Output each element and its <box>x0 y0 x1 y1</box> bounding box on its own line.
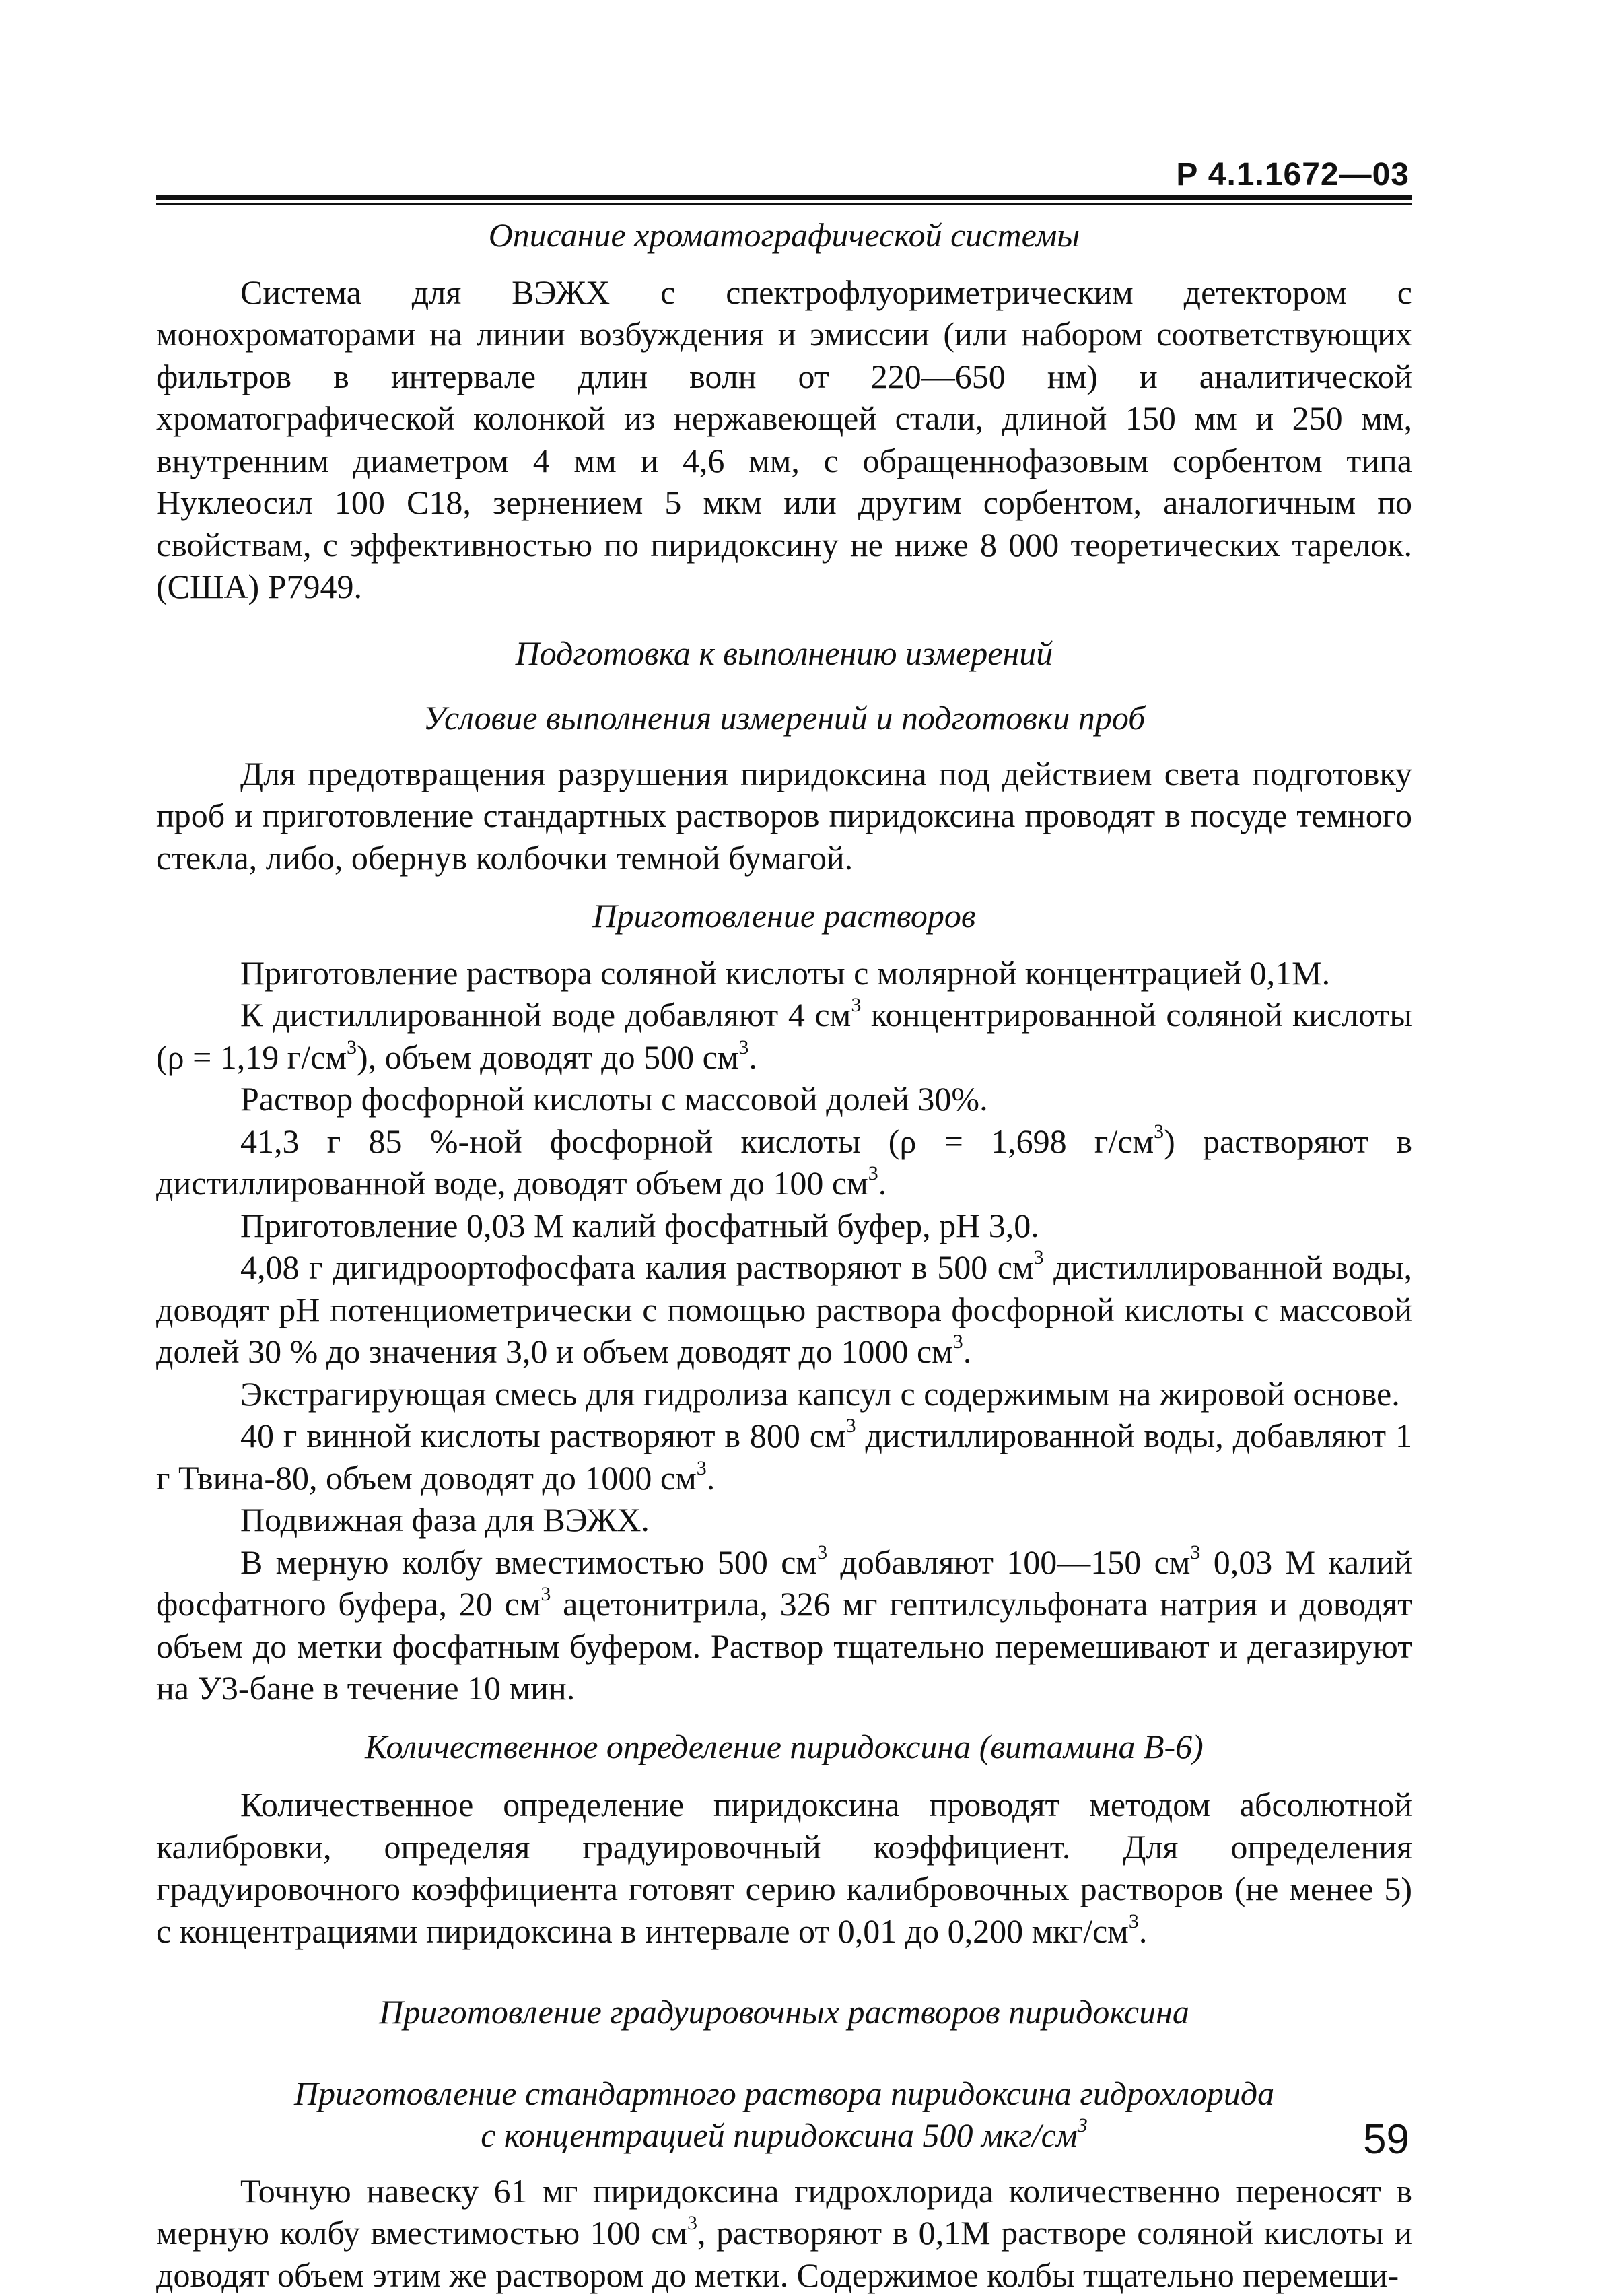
extract-title: Экстрагирующая смесь для гидролиза капсул с содержимым на жировой основе. <box>156 1373 1412 1415</box>
document-code: Р 4.1.1672—03 <box>1176 156 1409 193</box>
superscript-3: 3 <box>1129 1910 1139 1932</box>
section-heading-calibration: Приготовление градуировочных растворов пиридоксина <box>156 1991 1412 2033</box>
period: . <box>963 1332 972 1370</box>
superscript-3: 3 <box>1078 2114 1088 2136</box>
section-heading-solutions: Приготовление растворов <box>156 895 1412 937</box>
section-heading-system: Описание хроматографической системы <box>156 214 1412 257</box>
mobile-text-2: добавляют 100—150 см <box>827 1543 1190 1581</box>
mobile-text-1: В мерную колбу вместимостью 500 см <box>240 1543 817 1581</box>
superscript-3: 3 <box>738 1036 748 1058</box>
buffer-text-1: 4,08 г дигидроортофосфата калия растворяют в 500 см <box>240 1248 1034 1286</box>
quantitative-paragraph <box>156 1784 1412 1952</box>
hcl-text-3: ), объем доводят до 500 см <box>357 1038 738 1076</box>
buffer-paragraph <box>156 1246 1412 1373</box>
page-number: 59 <box>1363 2116 1409 2163</box>
superscript-3: 3 <box>541 1583 551 1605</box>
subheading-standard-line1: Приготовление стандартного раствора пиридоксина гидрохлорида <box>156 2072 1412 2115</box>
period: . <box>878 1164 887 1202</box>
superscript-3: 3 <box>868 1162 878 1184</box>
superscript-3: 3 <box>1034 1246 1044 1269</box>
mobile-phase-title: Подвижная фаза для ВЭЖХ. <box>156 1499 1412 1541</box>
calib-text-1: Точную навеску 61 мг пиридоксина гидрохлорида количественно переносят в мерную колбу вместимостью 100 см <box>156 2172 1412 2252</box>
system-description-paragraph: Система для ВЭЖХ с спектрофлуориметрическим детектором с монохроматорами на линии возбуждения и эмиссии (или набором соответствующих фильтров в интервале длин волн от 220—650 нм) и аналитической хроматографической колонкой из нержавеющей стали, длиной 150 мм и 250 мм, внутренним диаметром 4 мм и 4,6 мм, с обращеннофазовым сорбентом типа Нуклеосил 100 С18, зернением 5 мкм или другим сорбентом, аналогичным по свойствам, с эффективностью по пиридоксину не ниже 8 000 теоретических тарелок. (США) Р7949. <box>156 271 1412 608</box>
superscript-3: 3 <box>846 1415 856 1437</box>
h3po4-text-1: 41,3 г 85 %-ной фосфорной кислоты (ρ = 1,698 г/см <box>240 1122 1154 1160</box>
superscript-3: 3 <box>1190 1541 1200 1563</box>
superscript-3: 3 <box>851 994 861 1016</box>
period: . <box>707 1459 716 1497</box>
hcl-paragraph <box>156 994 1412 1078</box>
superscript-3: 3 <box>1154 1120 1164 1143</box>
extract-text-1: 40 г винной кислоты растворяют в 800 см <box>240 1417 846 1454</box>
hcl-title: Приготовление раствора соляной кислоты с молярной концентрацией 0,1М. <box>156 952 1412 994</box>
h3po4-title: Раствор фосфорной кислоты с массовой долей 30%. <box>156 1078 1412 1120</box>
period: . <box>1139 1912 1148 1950</box>
h3po4-text-2: ) растворяют в дистиллированной воде, доводят объем до 100 см <box>156 1122 1412 1203</box>
calib-text-2: , растворяют в 0,1М растворе соляной кислоты и доводят объем этим же раствором до метки. Содержимое колбы тщательно перемеши- <box>156 2214 1412 2294</box>
extract-text-2: дистиллированной воды, добавляют 1 г Твина-80, объем доводят до 1000 см <box>156 1417 1412 1497</box>
mobile-text-4: ацетонитрила, 326 мг гептилсульфоната натрия и доводят объем до метки фосфатным буфером. Раствор тщательно перемешивают и дегазируют на У3-бане в течение 10 мин. <box>156 1585 1412 1707</box>
hcl-text-2: концентрированной соляной кислоты (ρ = 1,19 г/см <box>156 996 1412 1076</box>
superscript-3: 3 <box>687 2212 697 2234</box>
section-heading-prep: Подготовка к выполнению измерений <box>156 632 1412 675</box>
period: . <box>748 1038 757 1076</box>
section-heading-quantitative: Количественное определение пиридоксина (витамина В-6) <box>156 1726 1412 1768</box>
mobile-text-3: 0,03 М калий фосфатного буфера, 20 см <box>156 1543 1412 1623</box>
header-rule-thin <box>156 203 1412 205</box>
h3po4-paragraph <box>156 1120 1412 1205</box>
subheading-standard-line2-text: с концентрацией пиридоксина 500 мкг/см <box>481 2116 1078 2154</box>
page-body <box>156 214 1412 2296</box>
conditions-paragraph: Для предотвращения разрушения пиридоксина под действием света подготовку проб и приготовление стандартных растворов пиридоксина проводят в посуде темного стекла, либо, обернув колбочки темной бумагой. <box>156 753 1412 879</box>
buffer-title: Приготовление 0,03 М калий фосфатный буфер, рН 3,0. <box>156 1205 1412 1247</box>
mobile-phase-paragraph <box>156 1541 1412 1710</box>
hcl-text-1: К дистиллированной воде добавляют 4 см <box>240 996 851 1034</box>
standard-solution-paragraph <box>156 2170 1412 2296</box>
header-rule <box>156 195 1412 200</box>
quant-text-1: Количественное определение пиридоксина проводят методом абсолютной калибровки, определяя градуировочный коэффициент. Для определения градуировочного коэффициента готовят серию калибровочных растворов (не менее 5) с концентрациями пиридоксина в интервале от 0,01 до 0,200 мкг/см <box>156 1786 1412 1950</box>
extract-paragraph <box>156 1415 1412 1499</box>
subheading-standard-line2 <box>156 2114 1412 2157</box>
superscript-3: 3 <box>953 1330 963 1353</box>
superscript-3: 3 <box>347 1036 357 1058</box>
subheading-conditions: Условие выполнения измерений и подготовки проб <box>156 697 1412 739</box>
superscript-3: 3 <box>817 1541 827 1563</box>
superscript-3: 3 <box>697 1457 707 1479</box>
buffer-text-2: дистиллированной воды, доводят рН потенциометрически с помощью раствора фосфорной кислоты с массовой долей 30 % до значения 3,0 и объем доводят до 1000 см <box>156 1248 1412 1370</box>
